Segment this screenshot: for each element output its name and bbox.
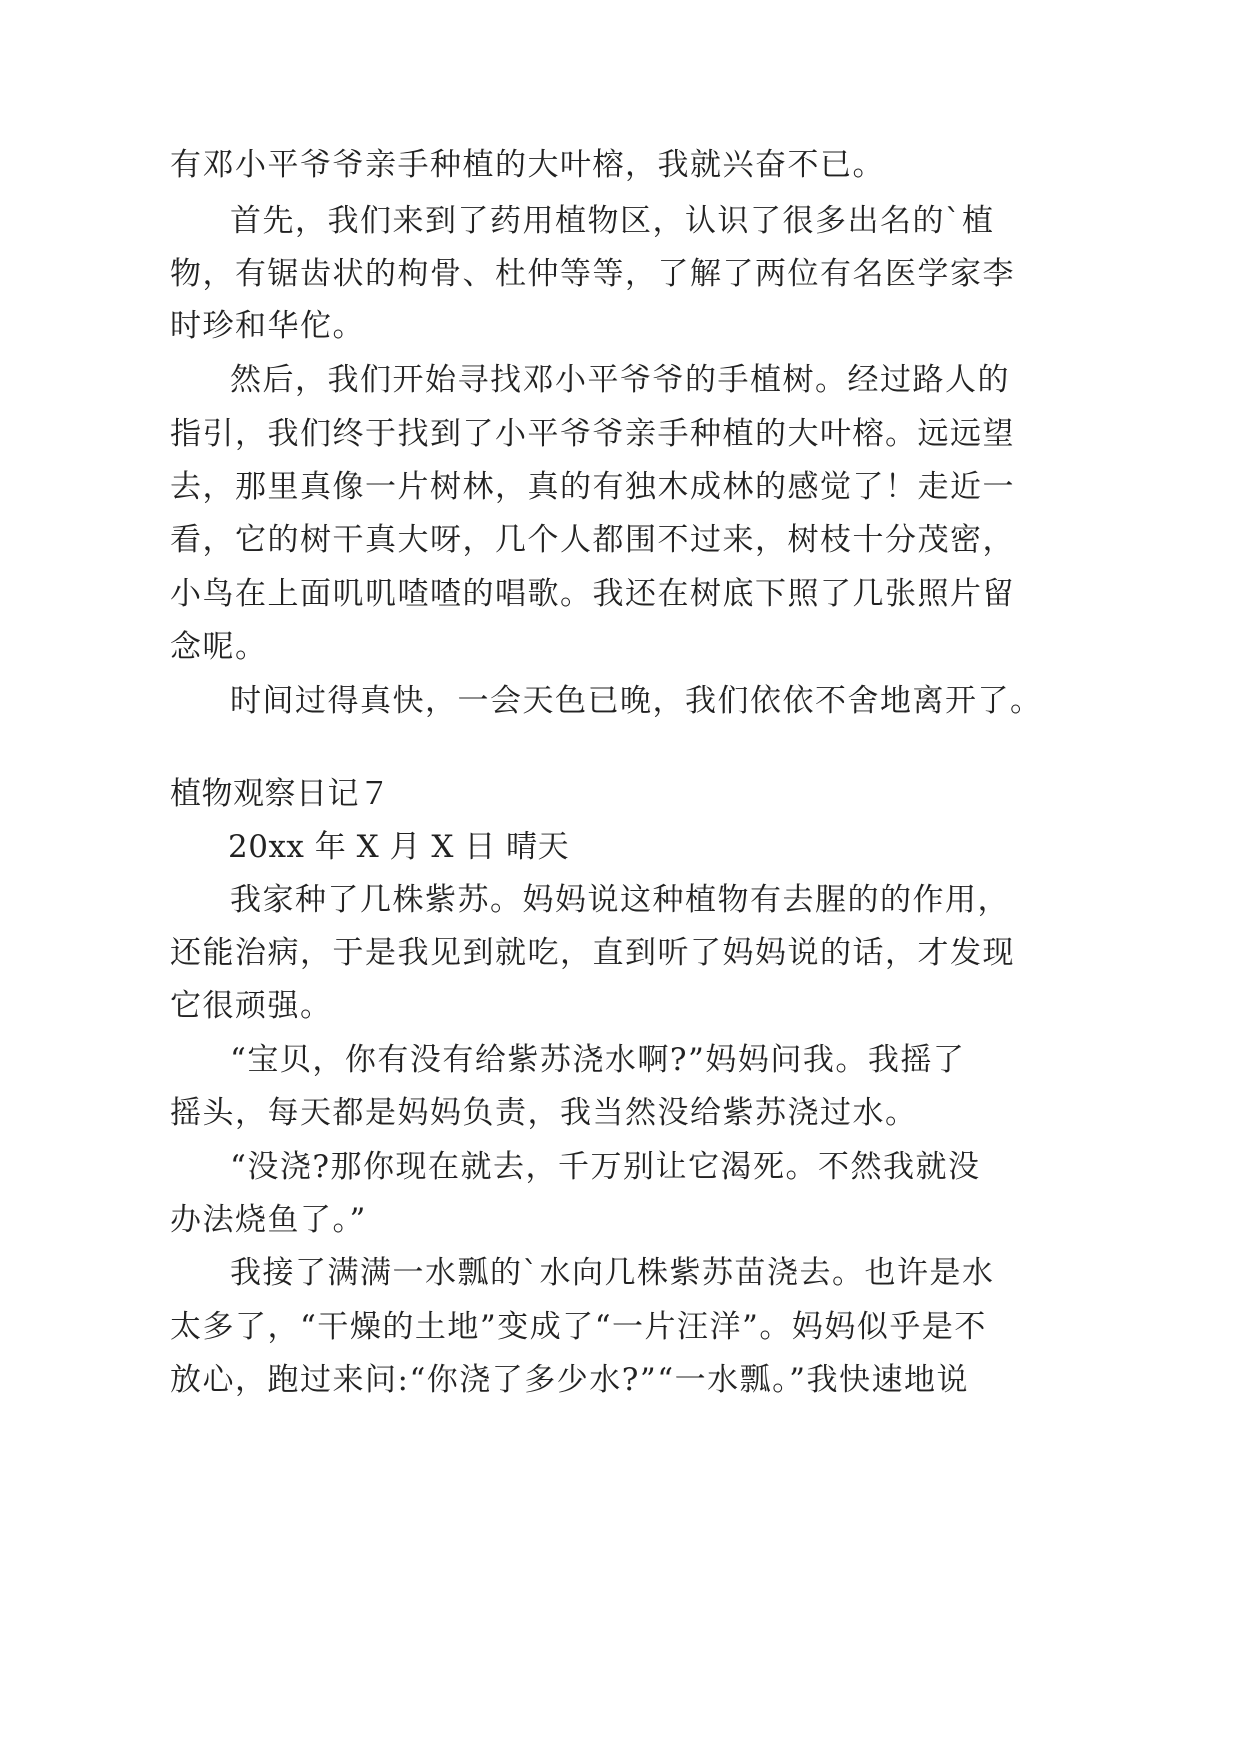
paragraph-line: 时珍和华佗。 [170,308,365,344]
paragraph-line: 有邓小平爷爷亲手种植的大叶榕，我就兴奋不已。 [170,147,885,183]
paragraph-line: “宝贝，你有没有给紫苏浇水啊?”妈妈问我。我摇了 [230,1042,966,1078]
paragraph-line: 首先，我们来到了药用植物区，认识了很多出名的`植 [230,203,995,239]
paragraph-line: 办法烧鱼了。” [170,1202,367,1238]
section-title: 植物观察日记７ [170,776,391,812]
paragraph-line: 太多了，“干燥的土地”变成了“一片汪洋”。妈妈似乎是不 [170,1309,987,1345]
paragraph-line: 我接了满满一水瓢的`水向几株紫苏苗浇去。也许是水 [230,1255,995,1291]
paragraph-line: 去，那里真像一片树林，真的有独木成林的感觉了！走近一 [170,469,1015,505]
paragraph-line: 指引，我们终于找到了小平爷爷亲手种植的大叶榕。远远望 [170,416,1015,452]
paragraph-line: 看，它的树干真大呀，几个人都围不过来，树枝十分茂密， [170,522,1015,558]
paragraph-line: 它很顽强。 [170,988,333,1024]
paragraph-line: 然后，我们开始寻找邓小平爷爷的手植树。经过路人的 [230,362,1010,398]
paragraph-line: 摇头，每天都是妈妈负责，我当然没给紫苏浇过水。 [170,1095,918,1131]
paragraph-line: 小鸟在上面叽叽喳喳的唱歌。我还在树底下照了几张照片留 [170,576,1015,612]
paragraph-line: 物，有锯齿状的枸骨、杜仲等等，了解了两位有名医学家李 [170,256,1015,292]
paragraph-line: “没浇?那你现在就去，千万别让它渴死。不然我就没 [230,1149,981,1185]
diary-date: 20xx 年 X 月 X 日 晴天 [228,829,570,865]
paragraph-line: 念呢。 [170,629,268,665]
paragraph-line: 还能治病，于是我见到就吃，直到听了妈妈说的话，才发现 [170,935,1015,971]
paragraph-line: 时间过得真快，一会天色已晚，我们依依不舍地离开了。 [230,683,1043,719]
paragraph-line: 我家种了几株紫苏。妈妈说这种植物有去腥的的作用， [230,882,1010,918]
paragraph-line: 放心，跑过来问:“你浇了多少水?”“一水瓢。”我快速地说 [170,1362,969,1398]
